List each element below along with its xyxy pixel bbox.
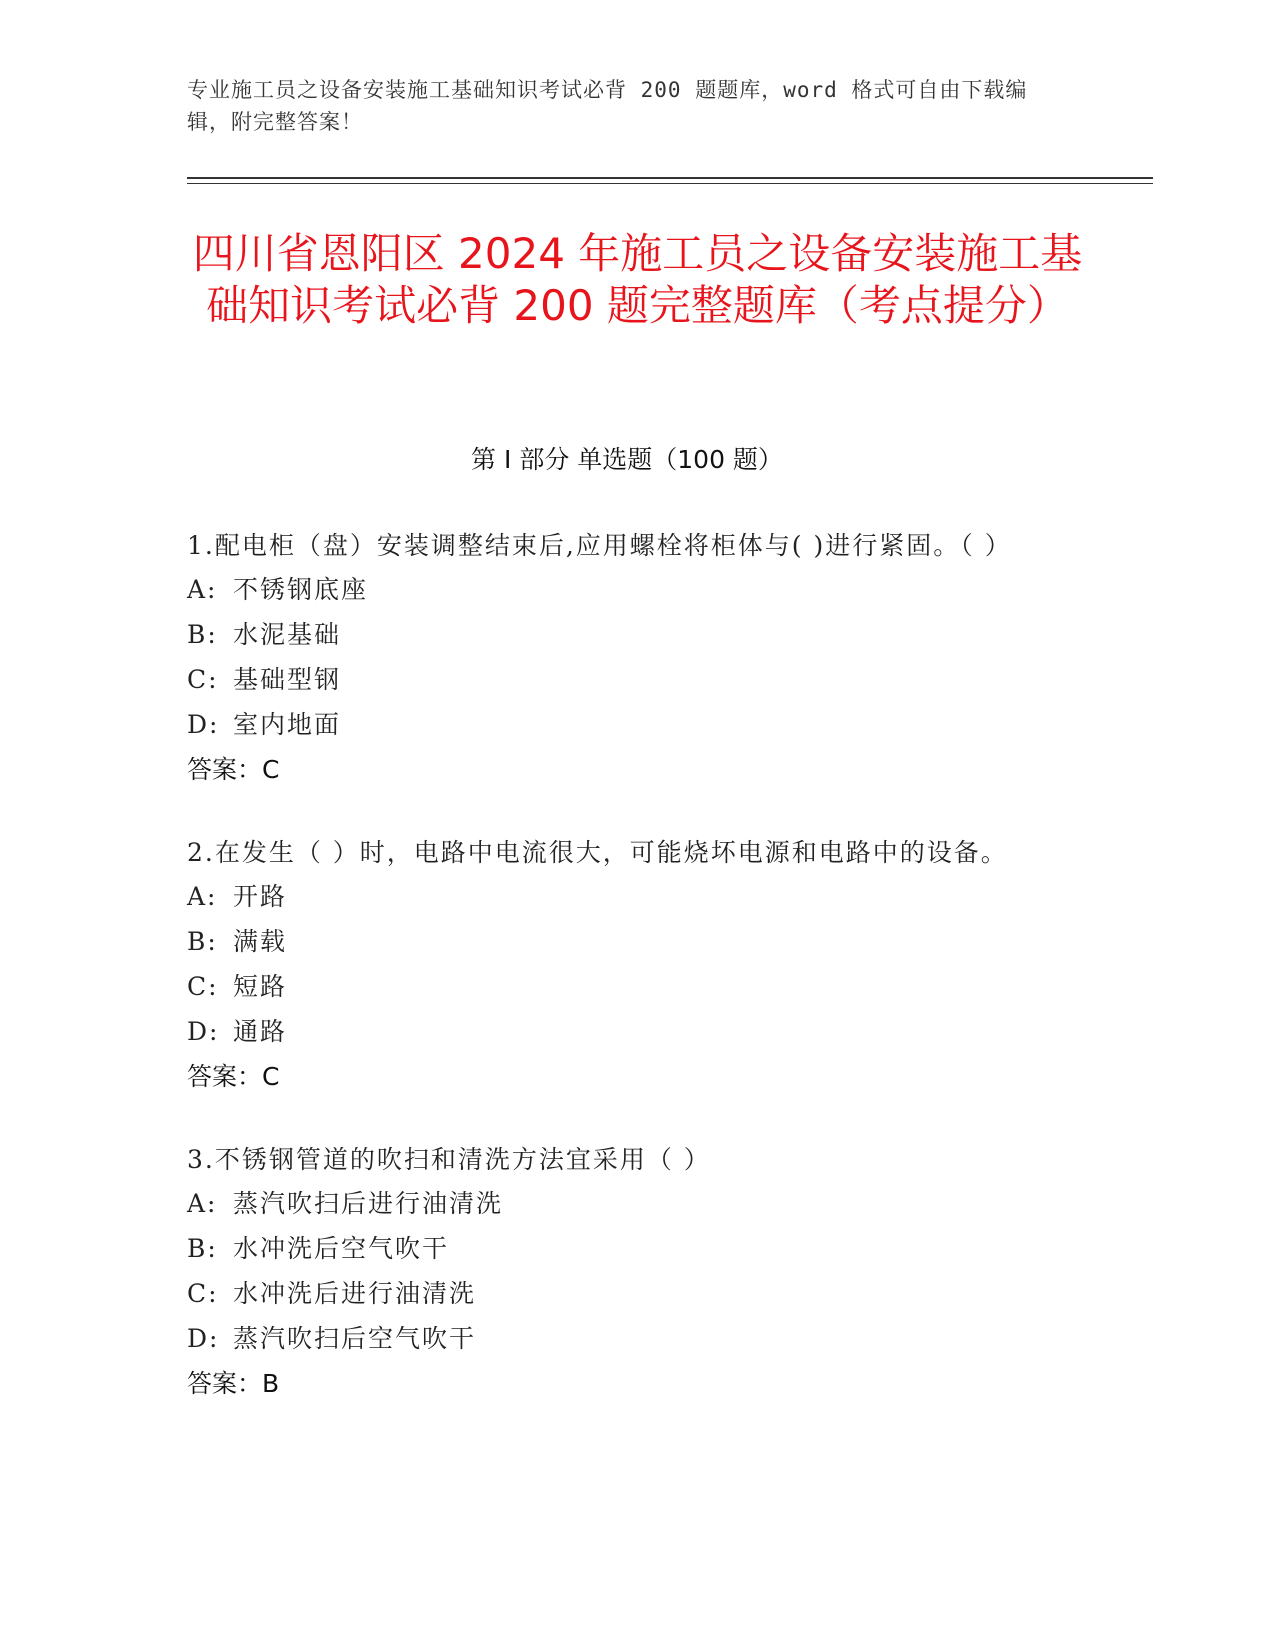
question-2 — [187, 832, 1087, 1099]
answer — [187, 747, 1087, 792]
question-1 — [187, 525, 1087, 792]
option-text: 满载 — [233, 927, 288, 956]
option-text: 水冲洗后空气吹干 — [233, 1234, 450, 1263]
header-divider-thin — [187, 183, 1153, 184]
option-b — [187, 612, 1087, 657]
option-key: C: — [187, 665, 219, 694]
answer-label: 答案： — [187, 1369, 263, 1398]
option-d — [187, 1316, 1087, 1361]
answer — [187, 1054, 1087, 1099]
option-c — [187, 964, 1087, 1009]
answer-label: 答案： — [187, 1062, 263, 1091]
option-a — [187, 1181, 1087, 1226]
option-a — [187, 567, 1087, 612]
document-title: 四川省恩阳区 2024 年施工员之设备安装施工基础知识考试必背 200 题完整题库（考点提分） — [192, 229, 1083, 330]
option-key: D: — [187, 1017, 220, 1046]
section-title: 第 I 部分 单选题（100 题） — [471, 445, 783, 474]
option-key: C: — [187, 972, 219, 1001]
option-key: B: — [187, 927, 218, 956]
option-b — [187, 1226, 1087, 1271]
option-key: C: — [187, 1279, 219, 1308]
option-key: A: — [187, 1189, 218, 1218]
answer-label: 答案： — [187, 755, 263, 784]
answer-value: C — [262, 755, 280, 784]
option-text: 水冲洗后进行油清洗 — [233, 1279, 477, 1308]
option-key: A: — [187, 882, 218, 911]
option-key: B: — [187, 1234, 218, 1263]
option-text: 基础型钢 — [233, 665, 342, 694]
option-c — [187, 657, 1087, 702]
question-3 — [187, 1139, 1087, 1406]
option-text: 开路 — [233, 882, 288, 911]
option-text: 短路 — [233, 972, 288, 1001]
question-list — [187, 525, 1087, 1446]
header-note: 专业施工员之设备安装施工基础知识考试必背 200 题题库，word 格式可自由下载编辑，附完整答案！ — [187, 78, 1028, 134]
option-key: D: — [187, 1324, 220, 1353]
option-key: B: — [187, 620, 218, 649]
option-b — [187, 919, 1087, 964]
option-key: A: — [187, 575, 218, 604]
question-stem: 1.配电柜（盘）安装调整结束后,应用螺栓将柜体与( )进行紧固。（ ） — [187, 531, 1012, 560]
question-stem: 2.在发生（ ）时，电路中电流很大，可能烧坏电源和电路中的设备。 — [187, 838, 1008, 867]
option-text: 通路 — [233, 1017, 288, 1046]
question-stem: 3.不锈钢管道的吹扫和清洗方法宜采用（ ） — [187, 1145, 711, 1174]
answer-value: C — [262, 1062, 280, 1091]
option-text: 不锈钢底座 — [233, 575, 369, 604]
option-c — [187, 1271, 1087, 1316]
option-text: 蒸汽吹扫后进行油清洗 — [233, 1189, 504, 1218]
option-d — [187, 702, 1087, 747]
option-d — [187, 1009, 1087, 1054]
answer-value: B — [262, 1369, 280, 1398]
option-a — [187, 874, 1087, 919]
answer — [187, 1361, 1087, 1406]
option-text: 水泥基础 — [233, 620, 342, 649]
header-divider-thick — [187, 177, 1153, 179]
option-key: D: — [187, 710, 220, 739]
option-text: 室内地面 — [233, 710, 342, 739]
option-text: 蒸汽吹扫后空气吹干 — [233, 1324, 477, 1353]
